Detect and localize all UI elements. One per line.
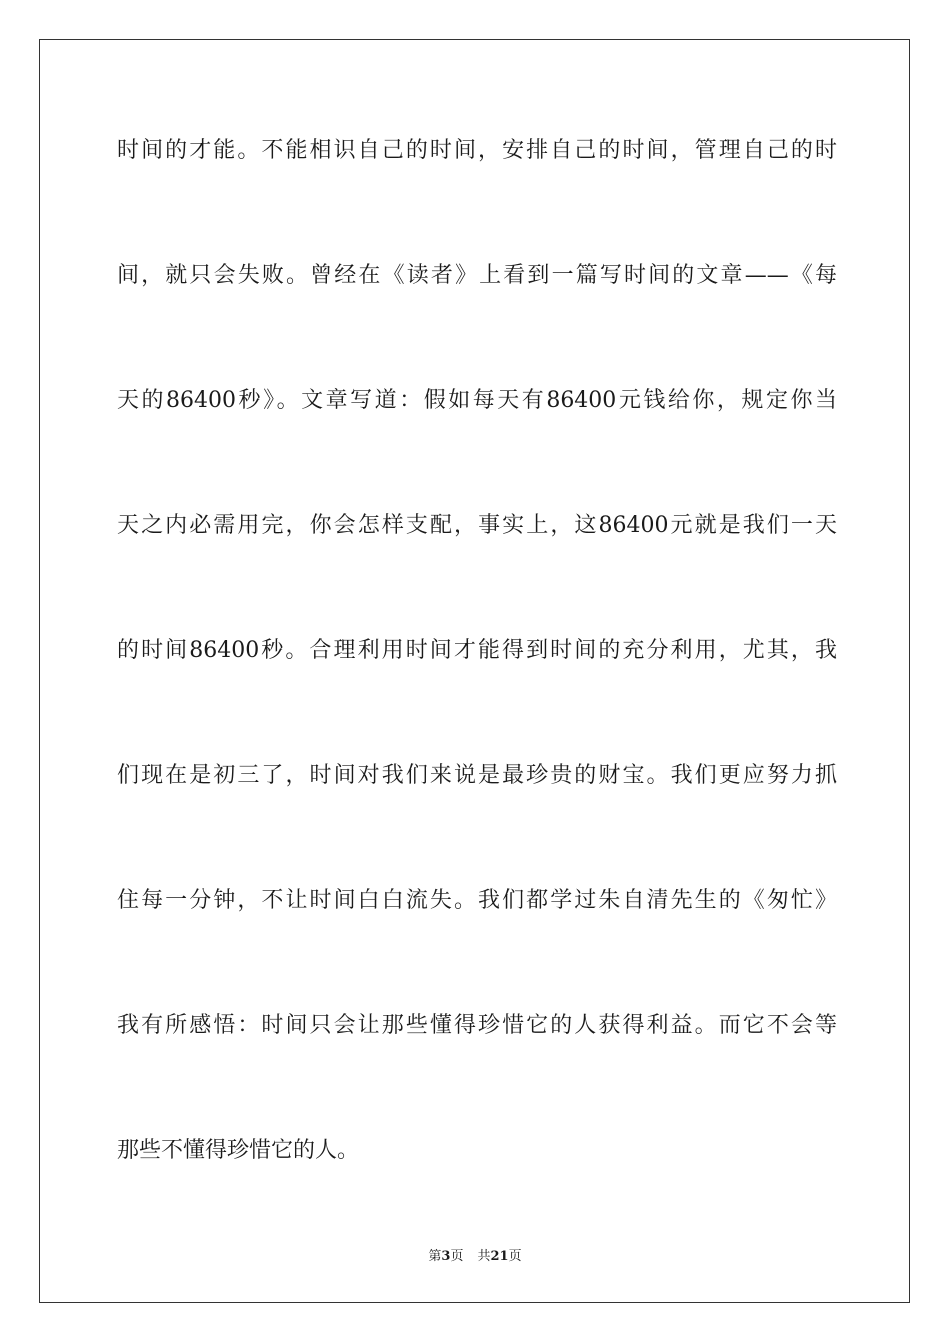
total-suffix: 页 (508, 1249, 522, 1264)
page-number: 3 (441, 1249, 451, 1264)
text-line: 的时间86400秒。合理利用时间才能得到时间的充分利用，尤其，我 (117, 638, 837, 663)
text-line: 住每一分钟，不让时间白白流失。我们都学过朱自清先生的《匆忙》 (117, 888, 837, 913)
text-line: 间，就只会失败。曾经在《读者》上看到一篇写时间的文章——《每 (117, 263, 837, 288)
page-suffix: 页 (450, 1249, 464, 1264)
total-pages: 21 (490, 1249, 509, 1264)
text-line: 时间的才能。不能相识自己的时间，安排自己的时间，管理自己的时 (117, 138, 837, 163)
text-line: 那些不懂得珍惜它的人。 (117, 1138, 360, 1163)
page-prefix: 第 (428, 1249, 442, 1264)
text-line: 我有所感悟：时间只会让那些懂得珍惜它的人获得利益。而它不会等 (117, 1013, 837, 1038)
text-line: 天之内必需用完，你会怎样支配，事实上，这86400元就是我们一天 (117, 513, 837, 538)
text-line: 们现在是初三了，时间对我们来说是最珍贵的财宝。我们更应努力抓 (117, 763, 837, 788)
page-frame (39, 39, 910, 1303)
page-footer (0, 1245, 950, 1264)
total-prefix: 共 (477, 1249, 491, 1264)
text-line: 天的86400秒》。文章写道：假如每天有86400元钱给你，规定你当 (117, 388, 837, 413)
